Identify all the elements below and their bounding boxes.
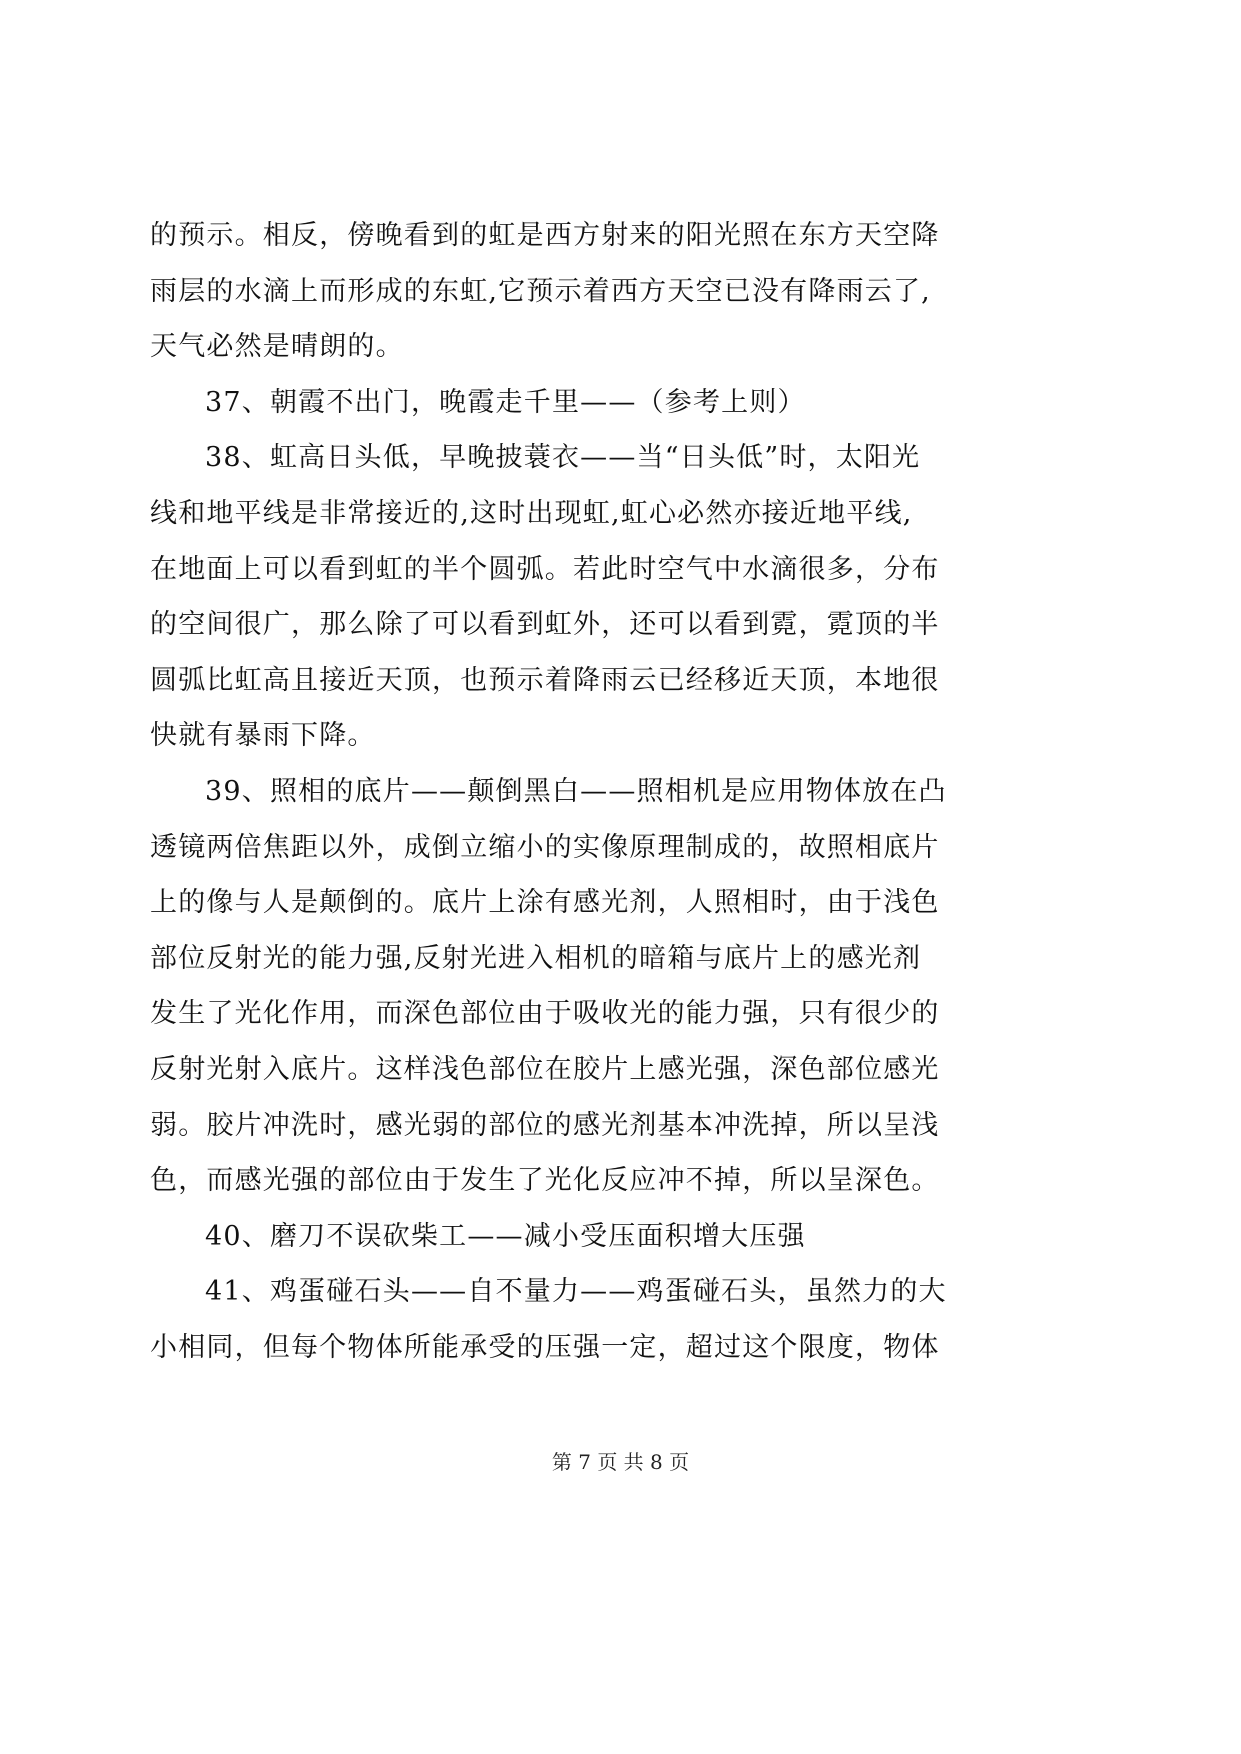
text-line: 发生了光化作用，而深色部位由于吸收光的能力强，只有很少的 (150, 998, 940, 1030)
text-line: 天气必然是晴朗的。 (150, 331, 404, 363)
text-line: 37、朝霞不出门，晚霞走千里——（参考上则） (205, 386, 806, 418)
text-line: 上的像与人是颠倒的。底片上涂有感光剂，人照相时，由于浅色 (150, 887, 940, 919)
text-line: 部位反射光的能力强,反射光进入相机的暗箱与底片上的感光剂 (150, 942, 922, 974)
document-body (150, 208, 1110, 1375)
text-line: 39、照相的底片——颠倒黑白——照相机是应用物体放在凸 (205, 775, 947, 807)
text-line: 在地面上可以看到虹的半个圆弧。若此时空气中水滴很多，分布 (150, 553, 940, 585)
text-line: 小相同，但每个物体所能承受的压强一定，超过这个限度，物体 (150, 1331, 940, 1363)
text-line: 色，而感光强的部位由于发生了光化反应冲不掉，所以呈深色。 (150, 1165, 940, 1197)
text-line: 雨层的水滴上而形成的东虹,它预示着西方天空已没有降雨云了, (150, 275, 931, 307)
text-line: 38、虹高日头低，早晚披蓑衣——当“日头低”时，太阳光 (205, 442, 921, 474)
text-line: 圆弧比虹高且接近天顶，也预示着降雨云已经移近天顶，本地很 (150, 664, 940, 696)
text-line: 透镜两倍焦距以外，成倒立缩小的实像原理制成的，故照相底片 (150, 831, 940, 863)
text-line: 40、磨刀不误砍柴工——减小受压面积增大压强 (205, 1220, 806, 1252)
page-footer: 第 7 页 共 8 页 (551, 1450, 690, 1474)
text-line: 的预示。相反，傍晚看到的虹是西方射来的阳光照在东方天空降 (150, 220, 940, 251)
text-line: 反射光射入底片。这样浅色部位在胶片上感光强，深色部位感光 (150, 1053, 940, 1085)
text-line: 线和地平线是非常接近的,这时出现虹,虹心必然亦接近地平线, (150, 497, 913, 529)
text-line: 41、鸡蛋碰石头——自不量力——鸡蛋碰石头，虽然力的大 (205, 1276, 947, 1308)
text-line: 的空间很广，那么除了可以看到虹外，还可以看到霓，霓顶的半 (150, 609, 940, 641)
text-line: 快就有暴雨下降。 (150, 720, 376, 752)
text-line: 弱。胶片冲洗时，感光弱的部位的感光剂基本冲洗掉，所以呈浅 (150, 1109, 940, 1141)
